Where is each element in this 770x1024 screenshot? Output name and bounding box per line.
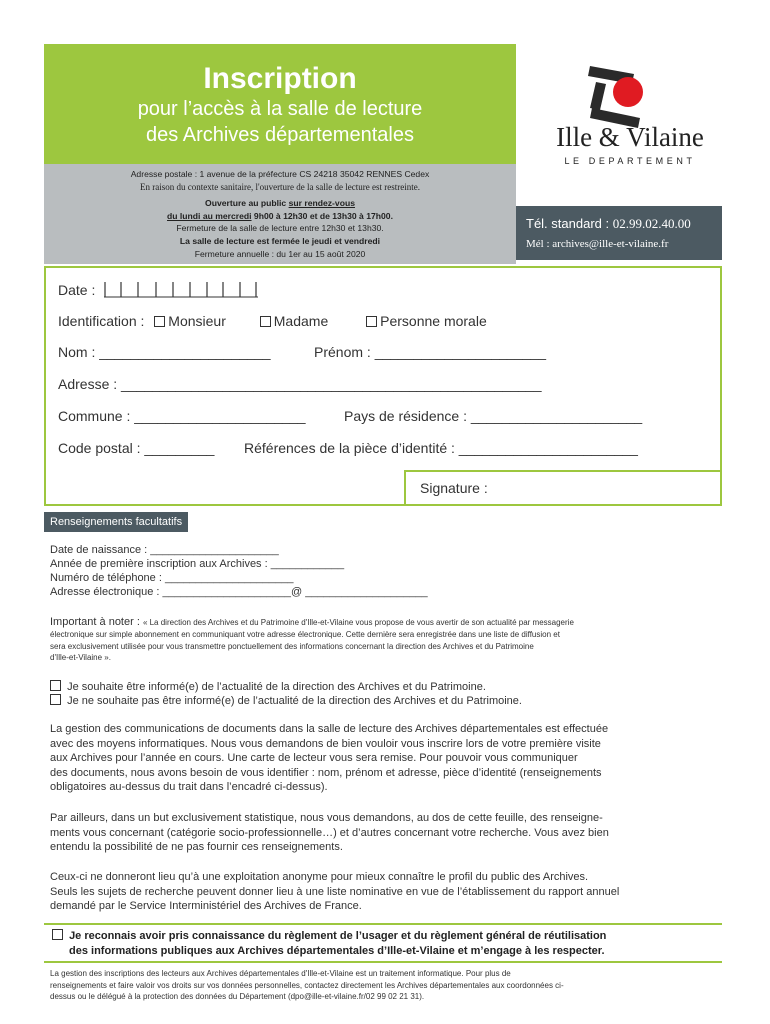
phone-field[interactable]: Numéro de téléphone : _____________________ [50,572,294,584]
code-postal-field[interactable]: Code postal : _________ [58,440,215,456]
sanitary-notice: En raison du contexte sanitaire, l'ouverture de la salle de lecture est restreinte. [139,181,420,192]
consent-box[interactable]: Je reconnais avoir pris connaissance du règlement de l’usager et du règlement général de réutilisation des informations publiques aux Archives départementales d’Ille-et-Vilaine et m’engage à les respecter. [44,923,722,963]
page-subtitle-line2: des Archives départementales [146,124,414,146]
phone-number: 02.99.02.40.00 [612,216,691,231]
signature-box[interactable] [404,470,722,506]
phone-row: Tél. standard : 02.99.02.40.00 [526,216,691,231]
identification-row: Identification : Monsieur Madame Personne morale [58,313,487,329]
page-title: Inscription [203,62,357,95]
first-year-field[interactable]: Année de première inscription aux Archives : ____________ [50,558,345,570]
opening-line: Ouverture au public sur rendez-vous [205,198,355,209]
annual-closing: Fermeture annuelle : du 1er au 15 août 2020 [194,248,366,259]
option-madame[interactable]: Madame [260,313,328,329]
optional-section-label: Renseignements facultatifs [44,512,188,532]
paragraph-1: La gestion des communications de documents dans la salle de lecture des Archives départementales est effectuée avec des moyens informatiques. Nous vous demandons de bien vouloir vous inscrire lors de votre première visite aux Archives pour l’année en cours. Une carte de lecteur vous sera remise. Pour pouvoir vous communiquer des documents, nous avons besoin de vous identifier : nom, prénom et adresse, pièce d’identité (renseignements obligatoires au-dessus du trait dans l’encadré ci-dessus). [50,723,609,793]
ille-et-vilaine-logo [530,60,730,170]
prenom-field[interactable]: Prénom : ______________________ [314,344,546,360]
checkbox[interactable] [50,694,61,705]
header-banner [44,44,516,164]
contact-box [516,206,722,260]
commune-field[interactable]: Commune : ______________________ [58,408,306,424]
postal-address: Adresse postale : 1 avenue de la préfecture CS 24218 35042 RENNES Cedex [130,169,430,179]
date-label: Date : [58,282,96,298]
closed-days: La salle de lecture est fermée le jeudi et vendredi [179,235,381,246]
option-personne-morale[interactable]: Personne morale [366,313,487,329]
logo-name: Ille & Vilaine [556,122,704,152]
option-monsieur[interactable]: Monsieur [154,313,226,329]
nom-field[interactable]: Nom : ______________________ [58,344,271,360]
adresse-field[interactable]: Adresse : ______________________________________________________ [58,376,542,392]
opening-hours-line: du lundi au mercredi 9h00 à 12h30 et de 13h30 à 17h00. [167,210,393,221]
logo-department: LE DEPARTEMENT [564,156,696,166]
appointment-link[interactable]: sur rendez-vous [288,198,355,209]
checkbox[interactable] [260,316,271,327]
choice-no[interactable]: Je ne souhaite pas être informé(e) de l’actualité de la direction des Archives et du Patrimoine. [50,694,522,709]
references-field[interactable]: Références de la pièce d’identité : _______________________ [244,440,638,456]
checkbox[interactable] [50,680,61,691]
paragraph-2: Par ailleurs, dans un but exclusivement statistique, nous vous demandons, au dos de cette feuille, des renseigne- ments vous concernant (catégorie socio-professionnelle…) et d’autres concernant votre recherche. Vous avez bien entendu la possibilité de ne pas fournir ces renseignements. [50,812,609,853]
signature-label: Signature : [420,480,488,496]
date-input[interactable] [104,280,258,298]
email-row: Mél : archives@ille-et-vilaine.fr [526,238,669,250]
consent-checkbox[interactable] [52,929,63,940]
checkbox[interactable] [154,316,165,327]
pays-field[interactable]: Pays de résidence : ______________________ [344,408,643,424]
choice-yes[interactable]: Je souhaite être informé(e) de l’actualité de la direction des Archives et du Patrimoine. [50,680,486,695]
paragraph-3: Ceux-ci ne donneront lieu qu’à une exploitation anonyme pour mieux connaître le profil du public des Archives. Seuls les sujets de recherche peuvent donner lieu à une liste nominative en vue de l’établissement du rapport annuel demandé par le Service Interministériel des Archives de France. [50,871,620,912]
email-address[interactable]: archives@ille-et-vilaine.fr [552,238,669,250]
lunch-closing: Fermeture de la salle de lecture entre 12h30 et 13h30. [176,223,384,234]
checkbox[interactable] [366,316,377,327]
birth-field[interactable]: Date de naissance : _____________________ [50,544,279,556]
header-info [44,164,516,264]
footer-legal: La gestion des inscriptions des lecteurs aux Archives départementales d'Ille-et-Vilaine est un traitement informatique. Pour plus de renseignements et faire valoir vos droits sur vos données personnelles, contactez directement les Archives départementales aux coordonnées ci- dessus ou le délégué à la protection des données du Département (dpo@ille-et-vilaine.fr/02 99 02 21 31). [50,969,564,1001]
email-field[interactable]: Adresse électronique : _____________________@ ____________________ [50,586,428,598]
page-subtitle-line1: pour l’accès à la salle de lecture [137,98,423,120]
important-note: Important à noter : « La direction des Archives et du Patrimoine d'Ille-et-Vilaine vous propose de vous avertir de son actualité par messagerie électronique sur simple abonnement en communiquant votre adresse électronique. Cette dernière sera enregistrée dans une liste de diffusion et sera exclusivement utilisée pour vous transmettre ponctuellement des informations concernant la direction des Archives et du Patrimoine d'Ille-et-Vilaine ». [50,616,574,662]
